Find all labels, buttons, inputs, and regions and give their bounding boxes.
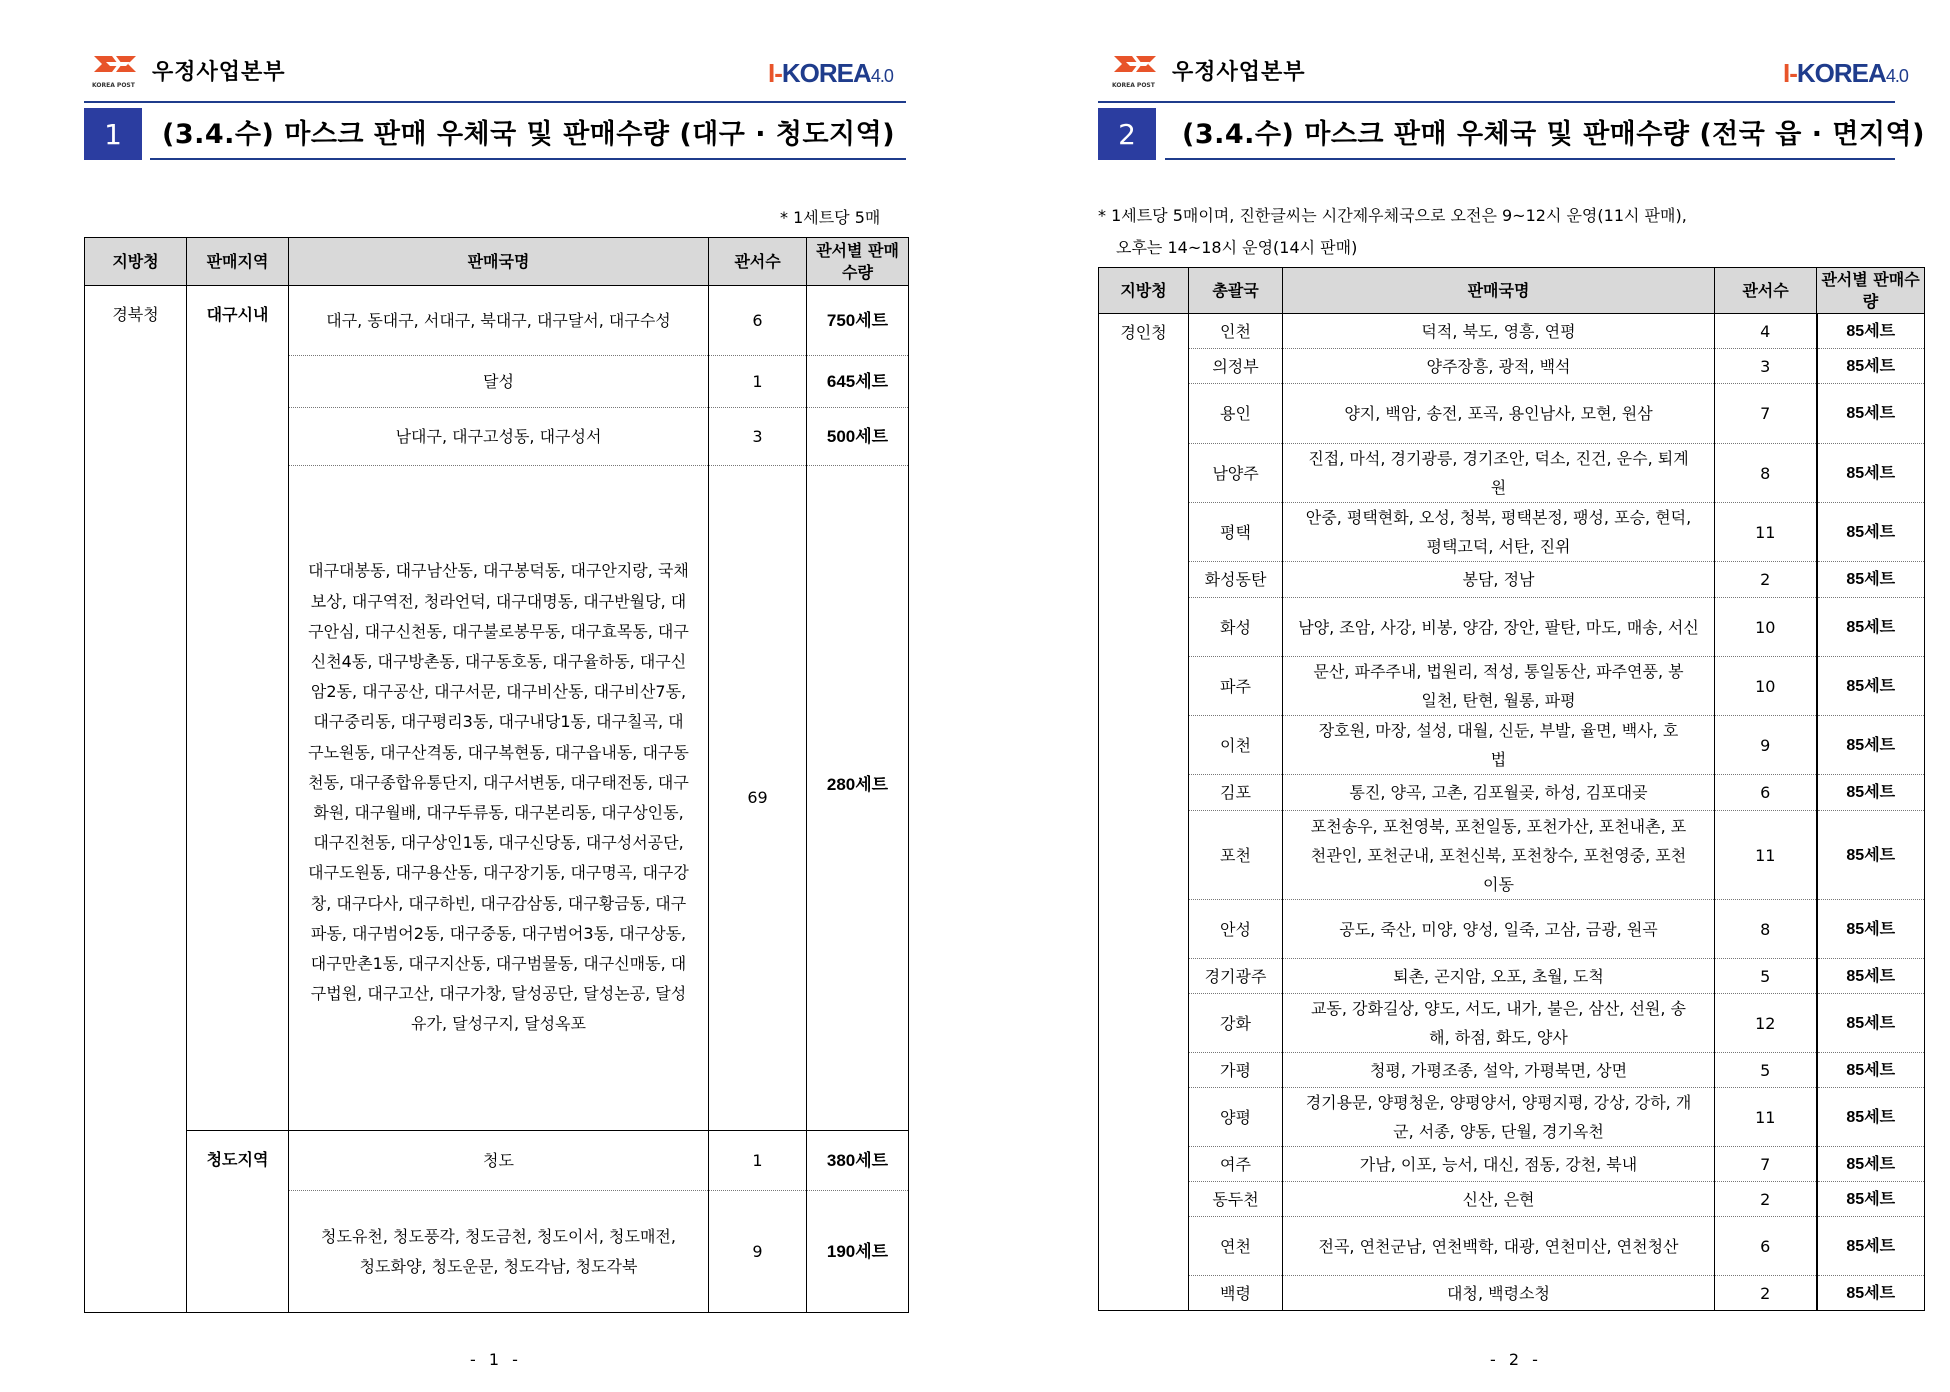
page-title: (3.4.수) 마스크 판매 우체국 및 판매수량 (대구 · 청도지역) <box>162 119 896 150</box>
header-region: 지방청 <box>1099 268 1189 314</box>
offices-cell: 청도유천, 청도풍각, 청도금천, 청도이서, 청도매전, 청도화양, 청도운문, 청도각남, 청도각북 <box>289 1191 709 1313</box>
hub-cell: 의정부 <box>1189 349 1283 384</box>
hub-cell: 여주 <box>1189 1147 1283 1182</box>
table-row <box>1099 657 1925 716</box>
set-note: * 1세트당 5매 <box>780 208 881 227</box>
hub-cell: 양평 <box>1189 1088 1283 1147</box>
qty-cell: 85세트 <box>1817 444 1925 503</box>
offices-cell: 문산, 파주주내, 법원리, 적성, 통일동산, 파주연풍, 봉일천, 탄현, 월롱, 파평 <box>1283 657 1715 716</box>
table-row <box>1099 1182 1925 1217</box>
header-rule <box>1098 101 1895 103</box>
set-note-line2: 오후는 14~18시 운영(14시 판매) <box>1116 238 1358 257</box>
hub-cell: 화성동탄 <box>1189 562 1283 598</box>
qty-cell: 85세트 <box>1817 349 1925 384</box>
header-qty: 관서별 판매수량 <box>807 238 909 286</box>
hub-cell: 파주 <box>1189 657 1283 716</box>
qty-cell: 85세트 <box>1817 1217 1925 1276</box>
count-cell: 6 <box>1715 775 1817 811</box>
qty-cell: 645세트 <box>807 356 909 408</box>
offices-cell: 경기용문, 양평청운, 양평양서, 양평지평, 강상, 강하, 개군, 서종, 양동, 단월, 경기옥천 <box>1283 1088 1715 1147</box>
table-row <box>1099 1053 1925 1088</box>
offices-cell: 진접, 마석, 경기광릉, 경기조안, 덕소, 진건, 운수, 퇴계원 <box>1283 444 1715 503</box>
header-region: 지방청 <box>85 238 187 286</box>
sales-table <box>1098 267 1925 1311</box>
offices-cell: 양주장흥, 광적, 백석 <box>1283 349 1715 384</box>
count-cell: 11 <box>1715 1088 1817 1147</box>
hub-cell: 안성 <box>1189 900 1283 959</box>
offices-cell: 봉담, 정남 <box>1283 562 1715 598</box>
table-row <box>1099 994 1925 1053</box>
table-row <box>1099 900 1925 959</box>
table-row <box>1099 1217 1925 1276</box>
org-header <box>92 52 286 88</box>
table-row <box>1099 349 1925 384</box>
table-row <box>1099 1147 1925 1182</box>
korea-post-logo-icon <box>1112 52 1164 88</box>
offices-cell: 신산, 은현 <box>1283 1182 1715 1217</box>
table-row <box>1099 598 1925 657</box>
offices-cell: 청도 <box>289 1131 709 1191</box>
title-rule <box>1165 158 1895 160</box>
count-cell: 9 <box>1715 716 1817 775</box>
page-title: (3.4.수) 마스크 판매 우체국 및 판매수량 (전국 읍 · 면지역) <box>1182 119 1925 150</box>
qty-cell: 85세트 <box>1817 716 1925 775</box>
hub-cell: 용인 <box>1189 384 1283 444</box>
qty-cell: 500세트 <box>807 408 909 466</box>
org-sub-label: KOREA POST <box>1112 82 1155 89</box>
offices-cell: 양지, 백암, 송전, 포곡, 용인남사, 모현, 원삼 <box>1283 384 1715 444</box>
hub-cell: 경기광주 <box>1189 959 1283 994</box>
table-row <box>1099 959 1925 994</box>
hub-cell: 남양주 <box>1189 444 1283 503</box>
org-header <box>1112 52 1306 88</box>
count-cell: 5 <box>1715 1053 1817 1088</box>
qty-cell: 85세트 <box>1817 384 1925 444</box>
count-cell: 2 <box>1715 1182 1817 1217</box>
table-row <box>1099 716 1925 775</box>
header-count: 관서수 <box>1715 268 1817 314</box>
count-cell: 3 <box>709 408 807 466</box>
offices-cell: 교동, 강화길상, 양도, 서도, 내가, 불은, 삼산, 선원, 송해, 하점, 화도, 양사 <box>1283 994 1715 1053</box>
qty-cell: 85세트 <box>1817 811 1925 900</box>
table-row <box>1099 775 1925 811</box>
count-cell: 3 <box>1715 349 1817 384</box>
qty-cell: 85세트 <box>1817 1053 1925 1088</box>
qty-cell: 85세트 <box>1817 598 1925 657</box>
table-row <box>85 286 909 356</box>
header-area: 판매지역 <box>187 238 289 286</box>
hub-cell: 동두천 <box>1189 1182 1283 1217</box>
table-row <box>1099 314 1925 349</box>
offices-cell: 포천송우, 포천영북, 포천일동, 포천가산, 포천내촌, 포천관인, 포천군내, 포천신북, 포천창수, 포천영중, 포천이동 <box>1283 811 1715 900</box>
table-row <box>1099 384 1925 444</box>
offices-cell: 대구대봉동, 대구남산동, 대구봉덕동, 대구안지랑, 국채보상, 대구역전, 청라언덕, 대구대명동, 대구반월당, 대구안심, 대구신천동, 대구불로봉무동, 대구효목동, 대구신천4동, 대구방촌동, 대구동호동, 대구율하동, 대구신암2동, 대구공산, 대구서문, 대구비산동, 대구비산7동, 대구중리동, 대구평리3동, 대구내당1동, 대구칠곡, 대구노원동, 대구산격동, 대구복현동, 대구읍내동, 대구동천동, 대구종합유통단지, 대구서변동, 대구태전동, 대구화원, 대구월배, 대구두류동, 대구본리동, 대구상인동, 대구진천동, 대구상인1동, 대구신당동, 대구성서공단, 대구도원동, 대구용산동, 대구장기동, 대구명곡, 대구강창, 대구다사, 대구하빈, 대구감삼동, 대구황금동, 대구파동, 대구범어2동, 대구중동, 대구범어3동, 대구상동, 대구만촌1동, 대구지산동, 대구범물동, 대구신매동, 대구법원, 대구고산, 대구가창, 달성공단, 달성논공, 달성유가, 달성구지, 달성옥포 <box>289 466 709 1131</box>
title-rule <box>150 158 906 160</box>
count-cell: 4 <box>1715 314 1817 349</box>
page-number: - 1 - <box>470 1350 522 1369</box>
header-offices: 판매국명 <box>1283 268 1715 314</box>
set-note-line1: * 1세트당 5매이며, 진한글씨는 시간제우체국으로 오전은 9~12시 운영(11시 판매), <box>1098 206 1687 225</box>
offices-cell: 공도, 죽산, 미양, 양성, 일죽, 고삼, 금광, 원곡 <box>1283 900 1715 959</box>
offices-cell: 남대구, 대구고성동, 대구성서 <box>289 408 709 466</box>
qty-cell: 750세트 <box>807 286 909 356</box>
qty-cell: 85세트 <box>1817 1147 1925 1182</box>
hub-cell: 가평 <box>1189 1053 1283 1088</box>
table-row <box>85 1131 909 1191</box>
hub-cell: 김포 <box>1189 775 1283 811</box>
ikorea-logo: I-KOREA4.0 <box>1783 58 1908 88</box>
hub-cell: 백령 <box>1189 1276 1283 1311</box>
count-cell: 2 <box>1715 1276 1817 1311</box>
area-cell: 대구시내 <box>187 286 289 1131</box>
count-cell: 8 <box>1715 444 1817 503</box>
region-cell: 경인청 <box>1099 314 1189 1311</box>
hub-cell: 화성 <box>1189 598 1283 657</box>
count-cell: 7 <box>1715 1147 1817 1182</box>
offices-cell: 가남, 이포, 능서, 대신, 점동, 강천, 북내 <box>1283 1147 1715 1182</box>
table-row <box>1099 444 1925 503</box>
region-cell: 경북청 <box>85 286 187 1313</box>
sales-table <box>84 237 909 1313</box>
qty-cell: 85세트 <box>1817 775 1925 811</box>
offices-cell: 덕적, 북도, 영흥, 연평 <box>1283 314 1715 349</box>
table-row <box>1099 562 1925 598</box>
count-cell: 12 <box>1715 994 1817 1053</box>
hub-cell: 포천 <box>1189 811 1283 900</box>
count-cell: 1 <box>709 1131 807 1191</box>
org-name: 우정사업본부 <box>1172 59 1306 85</box>
count-cell: 6 <box>709 286 807 356</box>
count-cell: 8 <box>1715 900 1817 959</box>
offices-cell: 남양, 조암, 사강, 비봉, 양감, 장안, 팔탄, 마도, 매송, 서신 <box>1283 598 1715 657</box>
qty-cell: 85세트 <box>1817 1182 1925 1217</box>
offices-cell: 청평, 가평조종, 설악, 가평북면, 상면 <box>1283 1053 1715 1088</box>
count-cell: 10 <box>1715 598 1817 657</box>
offices-cell: 대구, 동대구, 서대구, 북대구, 대구달서, 대구수성 <box>289 286 709 356</box>
qty-cell: 85세트 <box>1817 900 1925 959</box>
section-number: 1 <box>84 108 142 160</box>
qty-cell: 190세트 <box>807 1191 909 1313</box>
count-cell: 11 <box>1715 811 1817 900</box>
qty-cell: 85세트 <box>1817 657 1925 716</box>
table-row <box>1099 503 1925 562</box>
section-number: 2 <box>1098 108 1156 160</box>
ikorea-logo: I-KOREA4.0 <box>768 58 893 88</box>
hub-cell: 강화 <box>1189 994 1283 1053</box>
header-count: 관서수 <box>709 238 807 286</box>
qty-cell: 85세트 <box>1817 503 1925 562</box>
qty-cell: 85세트 <box>1817 1088 1925 1147</box>
offices-cell: 전곡, 연천군남, 연천백학, 대광, 연천미산, 연천청산 <box>1283 1217 1715 1276</box>
qty-cell: 85세트 <box>1817 1276 1925 1311</box>
org-sub-label: KOREA POST <box>92 82 135 89</box>
count-cell: 9 <box>709 1191 807 1313</box>
count-cell: 6 <box>1715 1217 1817 1276</box>
count-cell: 7 <box>1715 384 1817 444</box>
header-rule <box>84 101 906 103</box>
hub-cell: 인천 <box>1189 314 1283 349</box>
page-2 <box>975 0 1950 1392</box>
qty-cell: 85세트 <box>1817 314 1925 349</box>
header-hub: 총괄국 <box>1189 268 1283 314</box>
count-cell: 2 <box>1715 562 1817 598</box>
page-number: - 2 - <box>1490 1350 1542 1369</box>
offices-cell: 장호원, 마장, 설성, 대월, 신둔, 부발, 율면, 백사, 호법 <box>1283 716 1715 775</box>
offices-cell: 대청, 백령소청 <box>1283 1276 1715 1311</box>
hub-cell: 이천 <box>1189 716 1283 775</box>
header-qty: 관서별 판매수량 <box>1817 268 1925 314</box>
count-cell: 69 <box>709 466 807 1131</box>
offices-cell: 달성 <box>289 356 709 408</box>
qty-cell: 380세트 <box>807 1131 909 1191</box>
org-name: 우정사업본부 <box>152 59 286 85</box>
offices-cell: 통진, 양곡, 고촌, 김포월곶, 하성, 김포대곶 <box>1283 775 1715 811</box>
count-cell: 10 <box>1715 657 1817 716</box>
hub-cell: 평택 <box>1189 503 1283 562</box>
header-offices: 판매국명 <box>289 238 709 286</box>
offices-cell: 퇴촌, 곤지암, 오포, 초월, 도척 <box>1283 959 1715 994</box>
hub-cell: 연천 <box>1189 1217 1283 1276</box>
table-row <box>1099 1276 1925 1311</box>
count-cell: 1 <box>709 356 807 408</box>
qty-cell: 85세트 <box>1817 562 1925 598</box>
offices-cell: 안중, 평택현화, 오성, 청북, 평택본정, 팽성, 포승, 현덕, 평택고덕, 서탄, 진위 <box>1283 503 1715 562</box>
table-row <box>1099 1088 1925 1147</box>
count-cell: 11 <box>1715 503 1817 562</box>
area-cell: 청도지역 <box>187 1131 289 1313</box>
count-cell: 5 <box>1715 959 1817 994</box>
qty-cell: 280세트 <box>807 466 909 1131</box>
qty-cell: 85세트 <box>1817 959 1925 994</box>
qty-cell: 85세트 <box>1817 994 1925 1053</box>
korea-post-logo-icon <box>92 52 144 88</box>
table-row <box>1099 811 1925 900</box>
